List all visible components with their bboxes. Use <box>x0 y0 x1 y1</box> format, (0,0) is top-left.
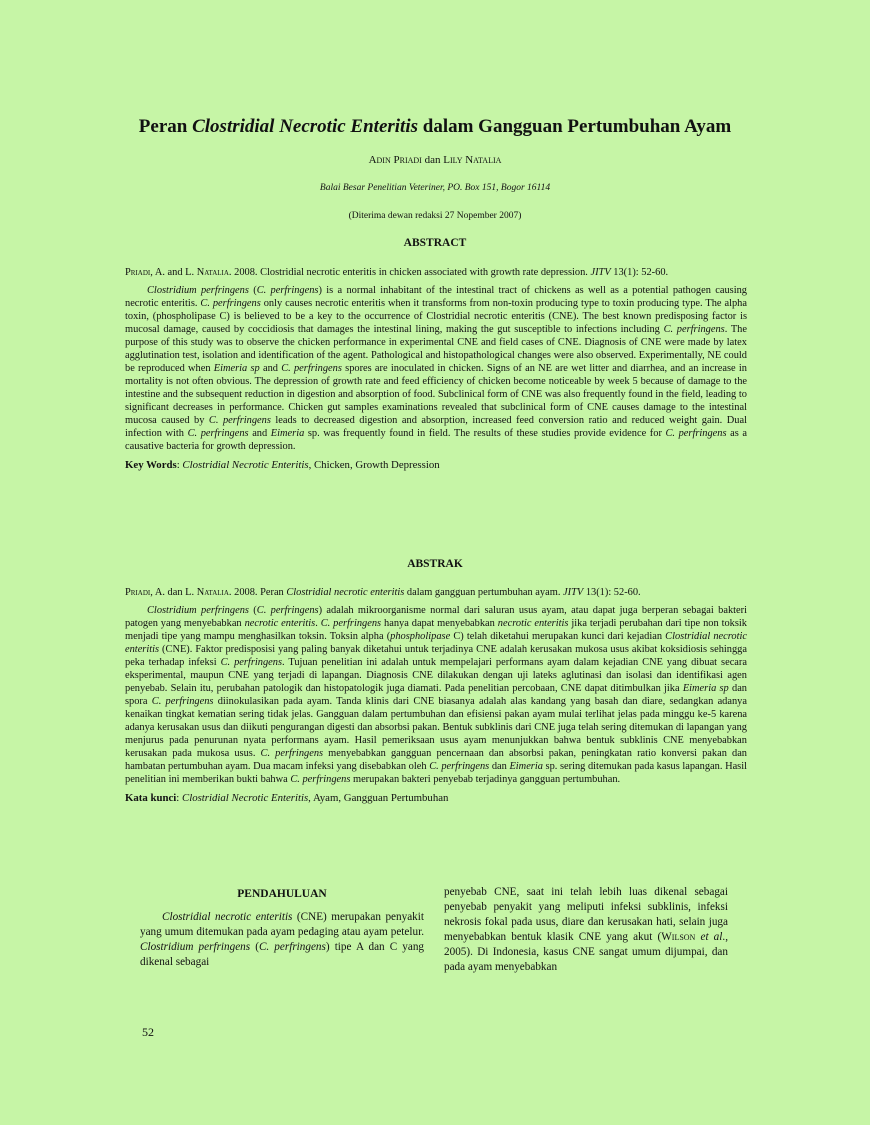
abstract-body: Clostridium perfringens (C. perfringens) is a normal inhabitant of the intestinal tract of chickens as well as a potential pathogen causing necrotic enteritis. C. perfringens only causes necrotic enteritis when it transforms from non-toxin producing type to toxin producing type. The alpha toxin, (phospholipase C) is believed to be a key to the occurrence of Clostridial necrotic enteritis (CNE). The best known predisposing factor is mucosal damage, caused by coccidiosis that damages the intestinal lining, making the gut susceptible to infections including C. perfringens. The purpose of this study was to observe the chicken performance in experimental CNE and field cases of CNE. Diagnosis of CNE were made by latex agglutination test, isolation and identification of the agent. Pathological and histopathological changes were also observed. Experimentally, NE could be reproduced when Eimeria sp and C. perfringens spores are inoculated in chicken. Signs of an NE are wet litter and diarrhea, and an increase in mortality is not often obvious. The depression of growth rate and feed efficiency of chicken become noticeable by week 5 because of damage to the intestine and the subsequent reduction in digestion and absorption of food. Subclinical form of CNE was also frequently found in the field, leading to significant decreases in performance. Chicken gut samples examinations revealed that subclinical form of CNE causes damage to the intestinal mucosa caused by C. perfringens leads to decreased digestion and absorption, increased feed conversion ratio and reduced weight gain. Dual infection with C. perfringens and Eimeria sp. was frequently found in field. The results of these studies provide evidence for C. perfringens as a causative bacteria for growth depression. <box>125 285 747 452</box>
abstract-citation: Priadi, A. and L. Natalia. 2008. Clostridial necrotic enteritis in chicken associated with growth rate depression. JITV 13(1): 52-60. <box>125 267 669 278</box>
abstrak-section <box>125 586 747 805</box>
intro-left-column <box>140 887 424 970</box>
kata-kunci: Kata kunci: Clostridial Necrotic Enteritis, Ayam, Gangguan Pertumbuhan <box>125 792 449 804</box>
abstract-section <box>125 266 747 472</box>
key-words: Key Words: Clostridial Necrotic Enteritis, Chicken, Growth Depression <box>125 459 440 471</box>
affiliation: Balai Besar Penelitian Veteriner, PO. Box 151, Bogor 16114 <box>319 183 551 193</box>
authors: Adin Priadi dan Lily Natalia <box>368 154 502 166</box>
paper-title: Peran Clostridial Necrotic Enteritis dalam Gangguan Pertumbuhan Ayam <box>138 116 732 137</box>
abstract-heading: ABSTRACT <box>403 237 467 249</box>
intro-right-text: penyebab CNE, saat ini telah lebih luas dikenal sebagai penyebab penyakit yang meliputi infeksi subklinis, infeksi nekrosis fokal pada usus, diare dan kerusakan hati, selain juga menyebabkan bentuk klasik CNE yang akut (Wilson et al., 2005). Di Indonesia, kasus CNE sangat umum dijumpai, dan pada ayam menyebabkan <box>444 886 728 973</box>
intro-left-text: Clostridial necrotic enteritis (CNE) merupakan penyakit yang umum ditemukan pada ayam pedaging atau ayam petelur. Clostridium perfringens (C. perfringens) tipe A dan C yang dikenal sebagai <box>140 911 425 968</box>
page-number: 52 <box>142 1025 154 1039</box>
abstrak-body: Clostridium perfringens (C. perfringens) adalah mikroorganisme normal dari saluran usus ayam, atau dapat juga berperan sebagai bakteri patogen yang menyebabkan necrotic enteritis. C. perfringens hanya dapat menyebabkan necrotic enteritis jika terjadi perubahan dari tipe non toksik menjadi tipe yang mampu menghasilkan toksin. Toksin alpha (phospholipase C) telah diketahui merupakan kunci dari kejadian Clostridial necrotic enteritis (CNE). Faktor predisposisi yang paling banyak diketahui untuk terjadinya CNE adalah kerusakan mukosa usus akibat koksidiosis sehingga peka terhadap infeksi C. perfringens. Tujuan penelitian ini adalah untuk mempelajari performans ayam dalam kejadian CNE yang dibuat secara eksperimental, maupun CNE yang terjadi di lapangan. Diagnosis CNE dilakukan dengan uji lateks aglutinasi dan isolasi dan identifikasi agen penyebab. Selain itu, perubahan patologik dan histopatologik juga diamati. Pada penelitian percobaan, CNE dapat ditimbulkan jika Eimeria sp dan spora C. perfringens diinokulasikan pada ayam. Tanda klinis dari CNE biasanya adalah alas kandang yang basah dan diare, sedangkan adanya kenaikan tingkat kematian sering tidak jelas. Gangguan dalam pertumbuhan dan efisiensi pakan ayam mulai terlihat jelas pada minggu ke-5 karena adanya kerusakan usus dan diikuti pengurangan digesti dan absorbsi pakan. Bentuk subklinis dari CNE juga telah sering ditemukan di lapangan yang menjurus pada penurunan nyata performans ayam. Hasil pemeriksaan usus ayam menunjukkan bahwa bentuk subklinis CNE menyebabkan kerusakan pada mukosa usus. C. perfringens menyebabkan gangguan pencernaan dan absorbsi pakan, peningkatan ratio konversi pakan dan hambatan pertumbuhan ayam. Dua macam infeksi yang disebabkan oleh C. perfringens dan Eimeria sp. sering ditemukan pada kasus lapangan. Hasil penelitian ini memberikan bukti bahwa C. perfringens merupakan bakteri penyebab terjadinya gangguan pertumbuhan. <box>125 605 748 785</box>
received-date: (Diterima dewan redaksi 27 Nopember 2007) <box>348 211 522 221</box>
abstrak-heading: ABSTRAK <box>407 558 463 570</box>
intro-heading: PENDAHULUAN <box>237 888 327 900</box>
abstrak-citation: Priadi, A. dan L. Natalia. 2008. Peran Clostridial necrotic enteritis dalam gangguan pertumbuhan ayam. JITV 13(1): 52-60. <box>125 587 641 598</box>
intro-right-column <box>444 885 728 975</box>
